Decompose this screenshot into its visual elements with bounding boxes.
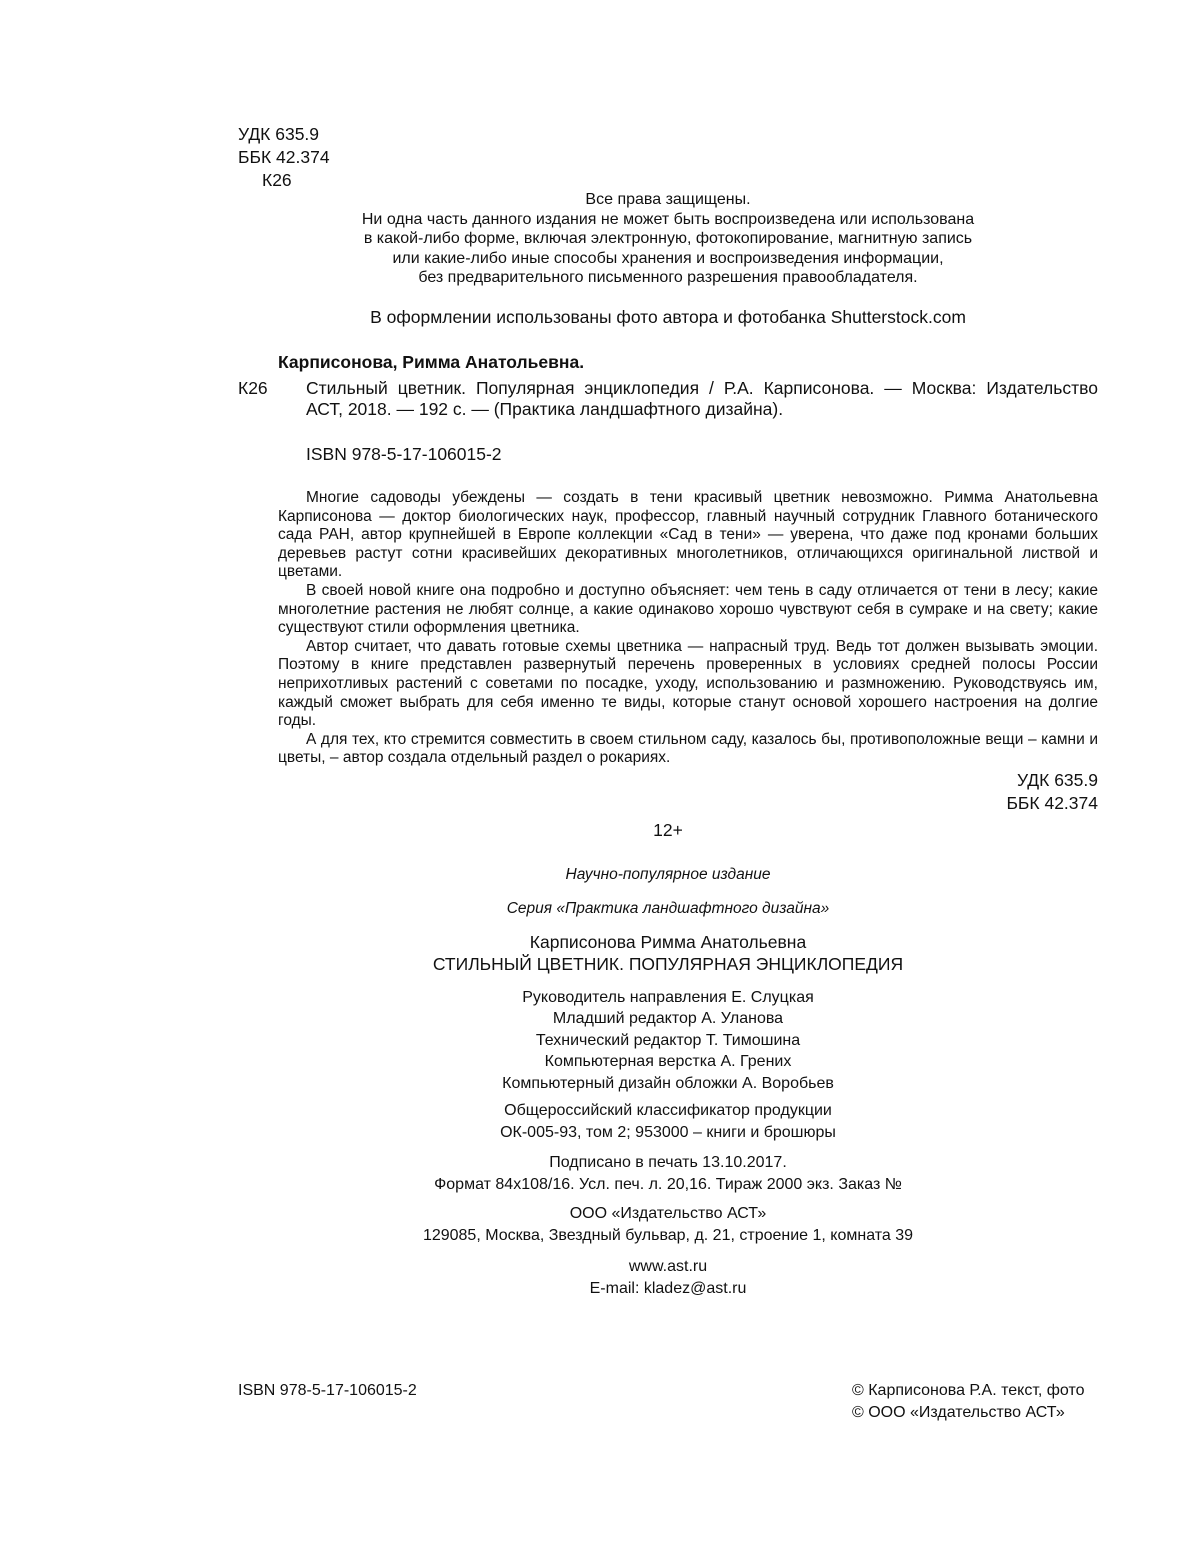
- staff-line: Технический редактор Т. Тимошина: [535, 1031, 801, 1049]
- annotation-paragraph: Автор считает, что давать готовые схемы цветника — напрасный труд. Ведь тот должен вызывать эмоции. Поэтому в книге представлен развернутый перечень проверенных в условиях средней полосы России неприхотливых растений с советами по посадке, уходу, использованию и размножению. Руководствуясь им, каждый сможет выбрать для себя именно те виды, которые станут основой хорошего настроения на долгие годы.: [278, 637, 1098, 730]
- catalog-description: [306, 378, 1098, 420]
- staff-line: Компьютерная верстка А. Грених: [544, 1053, 792, 1071]
- annotation-paragraph: А для тех, кто стремится совместить в своем стильном саду, казалось бы, противоположные вещи – камни и цветы, – автор создала отдельный раздел о рокариях.: [278, 730, 1098, 767]
- catalog-mark: К26: [238, 378, 268, 398]
- staff-list: [320, 987, 1016, 1094]
- annotation-udk: УДК 635.9: [1016, 770, 1098, 790]
- rights-line: или какие-либо иные способы хранения и воспроизведения информации,: [392, 249, 944, 267]
- annotation-paragraph: Многие садоводы убеждены — создать в тени красивый цветник невозможно. Римма Анатольевна Карписонова — доктор биологических наук, профессор, главный научный сотрудник Главного ботанического сада РАН, автор крупнейшей в Европе коллекции «Сад в тени» — уверена, что даже под кронами больших деревьев растут сотни красивейших декоративных многолетников, отличающихся оригинальной листвой и цветами.: [278, 489, 1098, 581]
- catalog-author: Карписонова, Римма Анатольевна.: [278, 352, 585, 372]
- catalog-description-line: АСТ, 2018. — 192 с. — (Практика ландшафтного дизайна).: [306, 399, 784, 419]
- bbk-code: ББК 42.374: [238, 147, 330, 167]
- staff-line: Компьютерный дизайн обложки А. Воробьев: [502, 1074, 834, 1092]
- classifier-line: Общероссийский классификатор продукции: [504, 1102, 832, 1119]
- publisher-info: [320, 1203, 1016, 1247]
- email-link[interactable]: E-mail: kladez@ast.ru: [589, 1280, 747, 1297]
- classifier: [320, 1100, 1016, 1144]
- edition-type: Научно-популярное издание: [565, 866, 771, 883]
- footer-copyright-publisher: © ООО «Издательство АСТ»: [852, 1404, 1065, 1421]
- age-rating: 12+: [653, 820, 683, 840]
- imprint-title: СТИЛЬНЫЙ ЦВЕТНИК. ПОПУЛЯРНАЯ ЭНЦИКЛОПЕДИЯ: [432, 954, 904, 974]
- photo-credit: В оформлении использованы фото автора и фотобанка Shutterstock.com: [370, 307, 966, 327]
- contacts: [320, 1256, 1016, 1300]
- catalog-isbn: ISBN 978-5-17-106015-2: [306, 444, 502, 464]
- rights-line: в какой-либо форме, включая электронную, фотокопирование, магнитную запись: [363, 230, 973, 247]
- publisher-line: 129085, Москва, Звездный бульвар, д. 21, строение 1, комната 39: [422, 1227, 914, 1244]
- rights-line: Ни одна часть данного издания не может быть воспроизведена или использована: [361, 210, 975, 228]
- rights-notice: [320, 190, 1016, 288]
- series-title: Серия «Практика ландшафтного дизайна»: [506, 900, 830, 917]
- annotation-bbk: ББК 42.374: [1006, 793, 1098, 813]
- publisher-line: ООО «Издательство АСТ»: [569, 1205, 767, 1222]
- annotation: [278, 489, 1098, 768]
- print-info: [320, 1152, 1016, 1196]
- udk-code: УДК 635.9: [238, 124, 320, 144]
- classifier-line: ОК-005-93, том 2; 953000 – книги и брошюры: [500, 1124, 836, 1141]
- print-info-line: Подписано в печать 13.10.2017.: [549, 1154, 787, 1171]
- staff-line: Младший редактор А. Уланова: [552, 1010, 784, 1028]
- rights-line: Все права защищены.: [585, 191, 751, 208]
- footer-copyright-text: © Карписонова Р.А. текст, фото: [852, 1382, 1085, 1399]
- imprint-author: Карписонова Римма Анатольевна: [529, 932, 807, 952]
- print-info-line: Формат 84х108/16. Усл. печ. л. 20,16. Тираж 2000 экз. Заказ №: [434, 1176, 902, 1193]
- catalog-description-line: Стильный цветник. Популярная энциклопедия / Р.А. Карписонова. — Москва: Издательство: [306, 378, 1098, 398]
- website-link[interactable]: www.ast.ru: [628, 1258, 708, 1275]
- rights-line: без предварительного письменного разрешения правообладателя.: [418, 269, 918, 286]
- author-mark: К26: [262, 170, 292, 190]
- footer-isbn: ISBN 978-5-17-106015-2: [238, 1382, 417, 1399]
- annotation-paragraph: В своей новой книге она подробно и доступно объясняет: чем тень в саду отличается от тени в лесу; какие многолетние растения не любят солнце, а какие одинаково хорошо чувствуют себя в сумраке и на свету; какие существуют стили оформления цветника.: [278, 581, 1098, 637]
- staff-line: Руководитель направления Е. Слуцкая: [522, 989, 814, 1006]
